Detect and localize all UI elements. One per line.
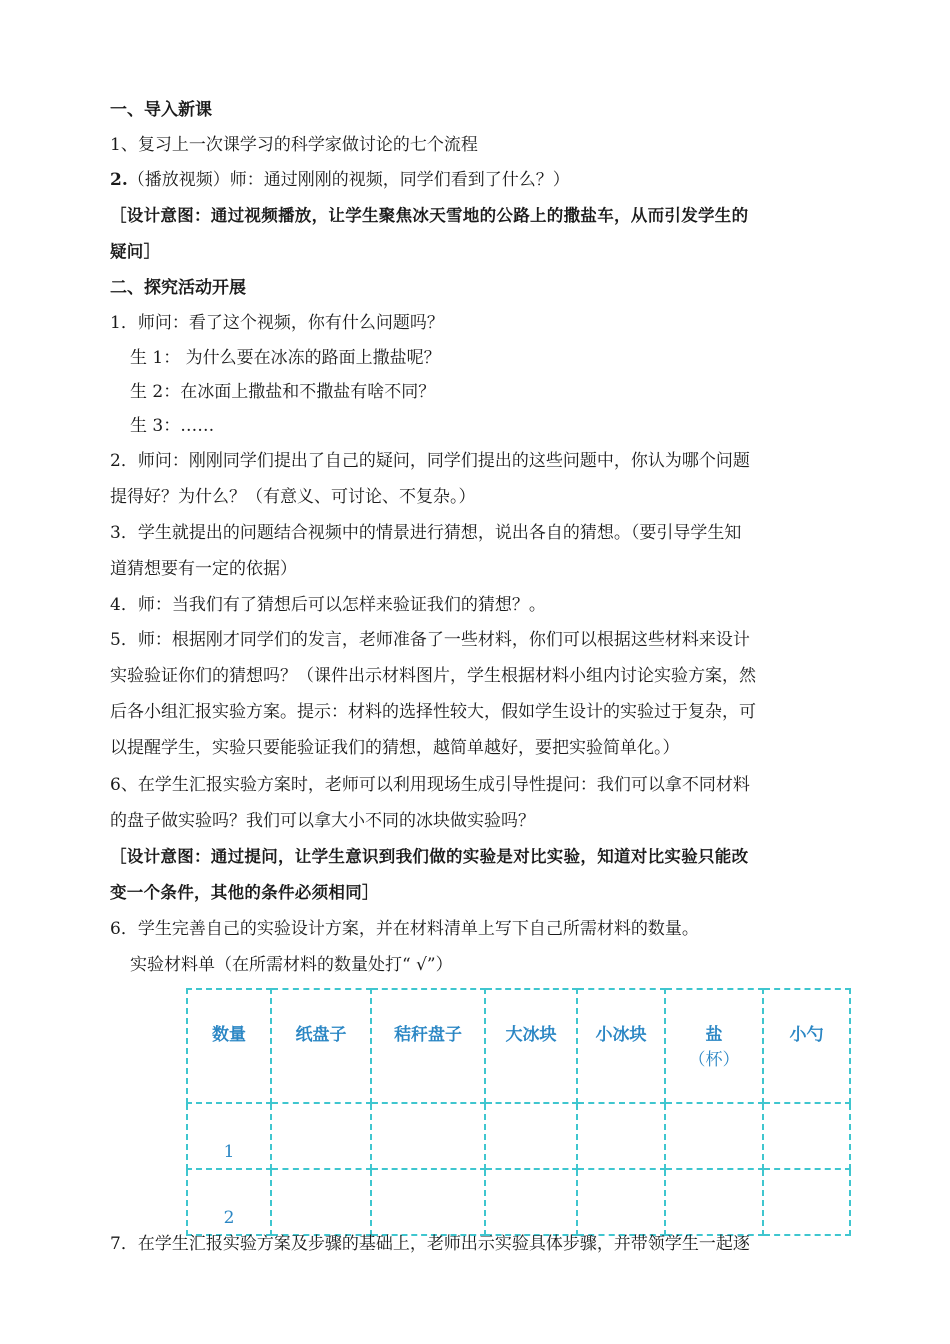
student-answer-1: 生 1： 为什么要在冰冻的路面上撒盐呢？ — [130, 348, 441, 368]
materials-header-row — [187, 989, 850, 1103]
explore-item-5-line-3: 后各小组汇报实验方案。提示：材料的选择性较大，假如学生设计的实验过于复杂，可 — [110, 702, 756, 722]
materials-table — [186, 988, 851, 1236]
explore-item-3-line-2: 道猜想要有一定的依据） — [110, 559, 297, 579]
explore-heading: 二、探究活动开展 — [110, 278, 246, 298]
intro-item-2 — [110, 170, 840, 190]
header-spoon: 小勺 — [763, 989, 850, 1103]
header-salt-unit: （杯） — [688, 1050, 740, 1070]
explore-item-6-line-1: 6、在学生汇报实验方案时，老师可以利用现场生成引导性提问：我们可以拿不同材料 — [110, 775, 750, 795]
check-cell[interactable] — [271, 1169, 371, 1235]
table-caption: 实验材料单（在所需材料的数量处打“ √”） — [130, 955, 453, 975]
check-cell[interactable] — [371, 1169, 485, 1235]
intro-heading: 一、导入新课 — [110, 100, 212, 120]
student-answer-3: 生 3：…… — [130, 416, 215, 436]
row-number: 1 — [187, 1103, 271, 1169]
check-cell[interactable] — [371, 1103, 485, 1169]
row-number: 2 — [187, 1169, 271, 1235]
header-small-ice: 小冰块 — [577, 989, 665, 1103]
explore-item-2-line-1: 2．师问：刚刚同学们提出了自己的疑问，同学们提出的这些问题中，你认为哪个问题 — [110, 451, 750, 471]
header-large-ice: 大冰块 — [485, 989, 577, 1103]
check-cell[interactable] — [665, 1103, 763, 1169]
intro-item-2-text: （播放视频）师：通过刚刚的视频，同学们看到了什么？） — [127, 170, 570, 190]
table-row — [187, 1103, 850, 1169]
explore-item-7: 7．在学生汇报实验方案及步骤的基础上，老师出示实验具体步骤，并带领学生一起逐 — [110, 1234, 750, 1254]
table-row — [187, 1169, 850, 1235]
explore-item-5-line-1: 5．师：根据刚才同学们的发言，老师准备了一些材料，你们可以根据这些材料来设计 — [110, 630, 750, 650]
check-cell[interactable] — [485, 1169, 577, 1235]
explore-item-1: 1．师问：看了这个视频，你有什么问题吗？ — [110, 313, 444, 333]
intro-item-2-number: 2. — [110, 170, 128, 190]
check-cell[interactable] — [485, 1103, 577, 1169]
header-salt — [665, 989, 763, 1103]
design-intent-2-line-1: ［设计意图：通过提问，让学生意识到我们做的实验是对比实验，知道对比实验只能改 — [110, 847, 749, 866]
explore-item-6-line-2: 的盘子做实验吗？我们可以拿大小不同的冰块做实验吗？ — [110, 811, 535, 831]
intro-item-1: 1、复习上一次课学习的科学家做讨论的七个流程 — [110, 135, 478, 155]
header-straw-plate: 秸秆盘子 — [371, 989, 485, 1103]
header-paper-plate: 纸盘子 — [271, 989, 371, 1103]
check-cell[interactable] — [763, 1169, 850, 1235]
explore-item-5-line-4: 以提醒学生，实验只要能验证我们的猜想，越简单越好，要把实验简单化。） — [110, 738, 680, 758]
design-intent-1-line-1: ［设计意图：通过视频播放，让学生聚焦冰天雪地的公路上的撒盐车，从而引发学生的 — [110, 206, 749, 225]
check-cell[interactable] — [665, 1169, 763, 1235]
student-answer-2: 生 2：在冰面上撒盐和不撒盐有啥不同？ — [130, 382, 436, 402]
explore-item-2-line-2: 提得好？为什么？（有意义、可讨论、不复杂。） — [110, 487, 476, 507]
explore-item-6b: 6．学生完善自己的实验设计方案，并在材料清单上写下自己所需材料的数量。 — [110, 919, 699, 939]
check-cell[interactable] — [577, 1103, 665, 1169]
explore-item-3-line-1: 3．学生就提出的问题结合视频中的情景进行猜想，说出各自的猜想。（要引导学生知 — [110, 523, 742, 543]
explore-item-4: 4．师：当我们有了猜想后可以怎样来验证我们的猜想？。 — [110, 595, 546, 615]
header-quantity: 数量 — [187, 989, 271, 1103]
design-intent-2-line-2: 变一个条件，其他的条件必须相同］ — [110, 883, 379, 902]
check-cell[interactable] — [763, 1103, 850, 1169]
check-cell[interactable] — [271, 1103, 371, 1169]
header-salt-label: 盐 — [705, 1025, 723, 1045]
check-cell[interactable] — [577, 1169, 665, 1235]
explore-item-5-line-2: 实验验证你们的猜想吗？（课件出示材料图片，学生根据材料小组内讨论实验方案，然 — [110, 666, 756, 686]
design-intent-1-line-2: 疑问］ — [110, 242, 161, 261]
